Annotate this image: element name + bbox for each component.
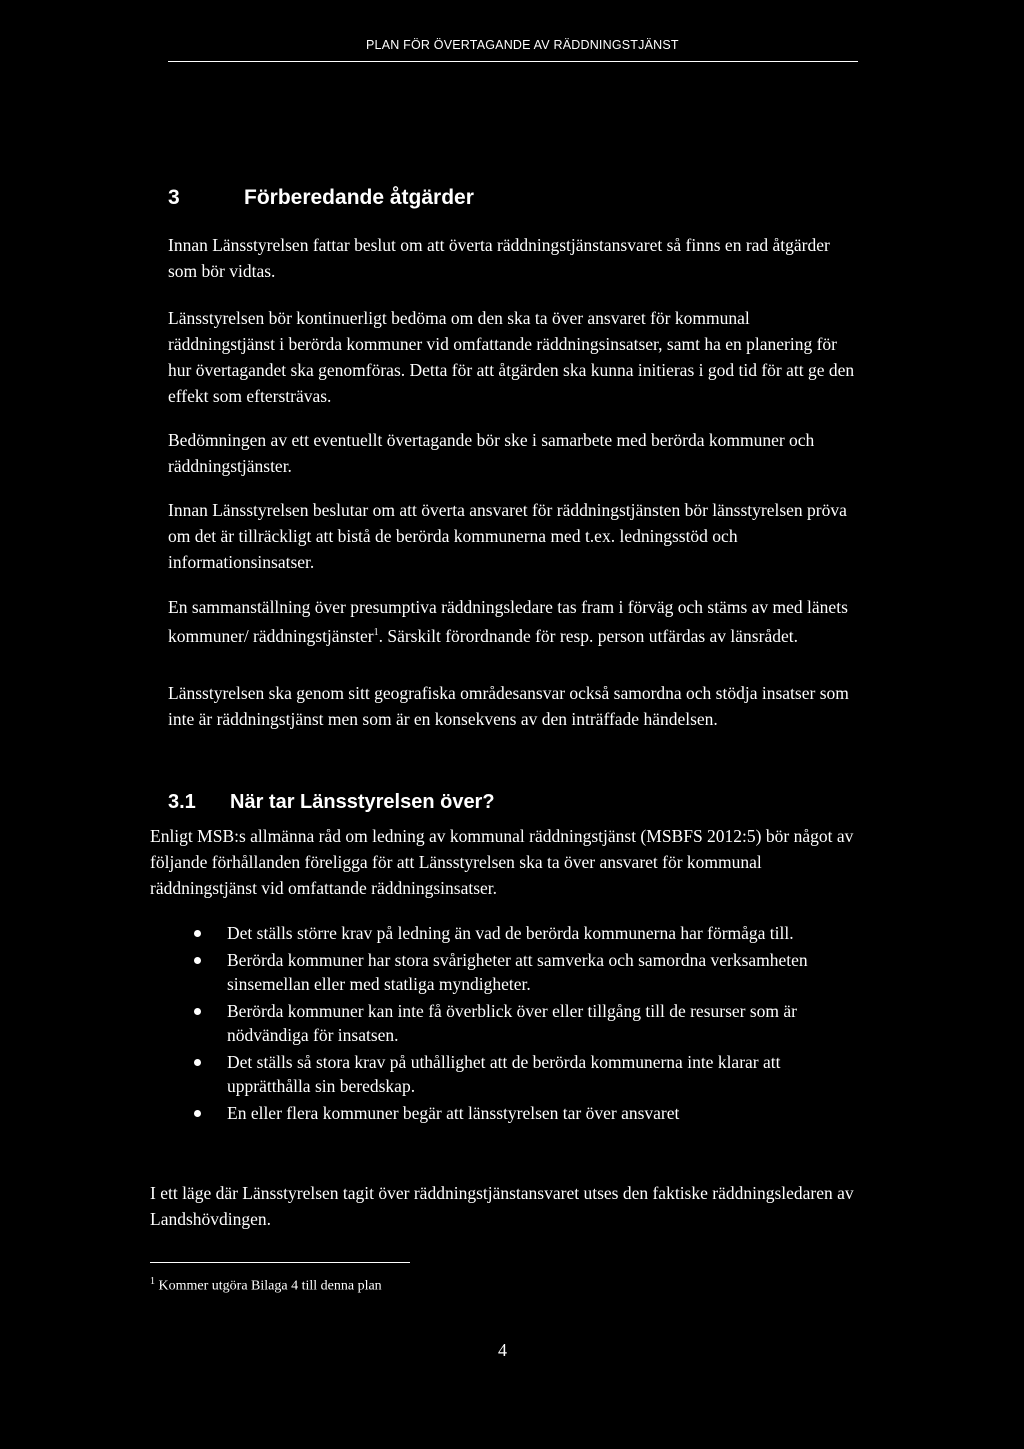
section-3-title: Förberedande åtgärder xyxy=(244,186,474,209)
section-3-1-intro: Enligt MSB:s allmänna råd om ledning av kommunal räddningstjänst (MSBFS 2012:5) bör något av följande förhållanden föreligga för att Länsstyrelsen ska ta över ansvaret för kommunal räddningstjänst vid omfattande räddningsinsatser. xyxy=(150,826,854,898)
list-item: Berörda kommuner har stora svårigheter att samverka och samordna verksamheten sinsemellan eller med statliga myndigheter. xyxy=(190,948,810,996)
conditions-list xyxy=(190,921,810,1128)
header-title: PLAN FÖR ÖVERTAGANDE AV RÄDDNINGSTJÄNST xyxy=(366,38,679,52)
footnote-mark: 1 xyxy=(150,1276,155,1287)
section-3-heading xyxy=(168,186,474,210)
section-3-1-number: 3.1 xyxy=(168,791,196,813)
paragraph-5-text-a: En sammanställning över presumptiva räddningsledare tas fram i förväg och stäms av med länets kommuner/ räddningstjänster xyxy=(168,597,848,646)
paragraph-5 xyxy=(168,594,858,649)
paragraph-2: Länsstyrelsen bör kontinuerligt bedöma om den ska ta över ansvaret för kommunal räddningstjänst i berörda kommuner vid omfattande räddningsinsatser, samt ha en planering för hur övertagandet ska genomföras. Detta för att åtgärden ska kunna initieras i god tid för att ge den effekt som eftersträvas. xyxy=(168,308,855,406)
paragraph-6: Länsstyrelsen ska genom sitt geografiska områdesansvar också samordna och stödja insatser som inte är räddningstjänst men som är en konsekvens av den inträffade händelsen. xyxy=(168,683,849,729)
footnote-reference: 1 xyxy=(373,627,379,638)
footnote-divider xyxy=(150,1262,410,1263)
paragraph-4: Innan Länsstyrelsen beslutar om att överta ansvaret för räddningstjänsten bör länsstyrelsen pröva om det är tillräckligt att bistå de berörda kommunerna med t.ex. ledningsstöd och informationsinsatser. xyxy=(168,500,847,572)
section-3-1-heading xyxy=(168,791,495,814)
footnote-text: Kommer utgöra Bilaga 4 till denna plan xyxy=(155,1278,382,1294)
section-3-number: 3 xyxy=(168,186,180,209)
paragraph-3: Bedömningen av ett eventuellt övertagande bör ske i samarbete med berörda kommuner och räddningstjänster. xyxy=(168,430,815,476)
paragraph-5-text-b: . Särskilt förordnande för resp. person utfärdas av länsrådet. xyxy=(378,625,798,646)
footnote xyxy=(150,1276,382,1295)
section-3-1-title: När tar Länsstyrelsen över? xyxy=(230,791,495,813)
page-number: 4 xyxy=(498,1340,507,1360)
closing-paragraph: I ett läge där Länsstyrelsen tagit över räddningstjänstansvaret utses den faktiske räddningsledaren av Landshövdingen. xyxy=(150,1183,854,1229)
paragraph-1: Innan Länsstyrelsen fattar beslut om att överta räddningstjänstansvaret så finns en rad åtgärder som bör vidtas. xyxy=(168,235,830,281)
list-item: Det ställs så stora krav på uthållighet att de berörda kommunerna inte klarar att upprätthålla sin beredskap. xyxy=(190,1050,810,1098)
page-header xyxy=(168,37,858,62)
list-item: En eller flera kommuner begär att länsstyrelsen tar över ansvaret xyxy=(190,1101,810,1125)
list-item: Berörda kommuner kan inte få överblick över eller tillgång till de resurser som är nödvändiga för insatsen. xyxy=(190,999,810,1047)
list-item: Det ställs större krav på ledning än vad de berörda kommunerna har förmåga till. xyxy=(190,921,810,945)
